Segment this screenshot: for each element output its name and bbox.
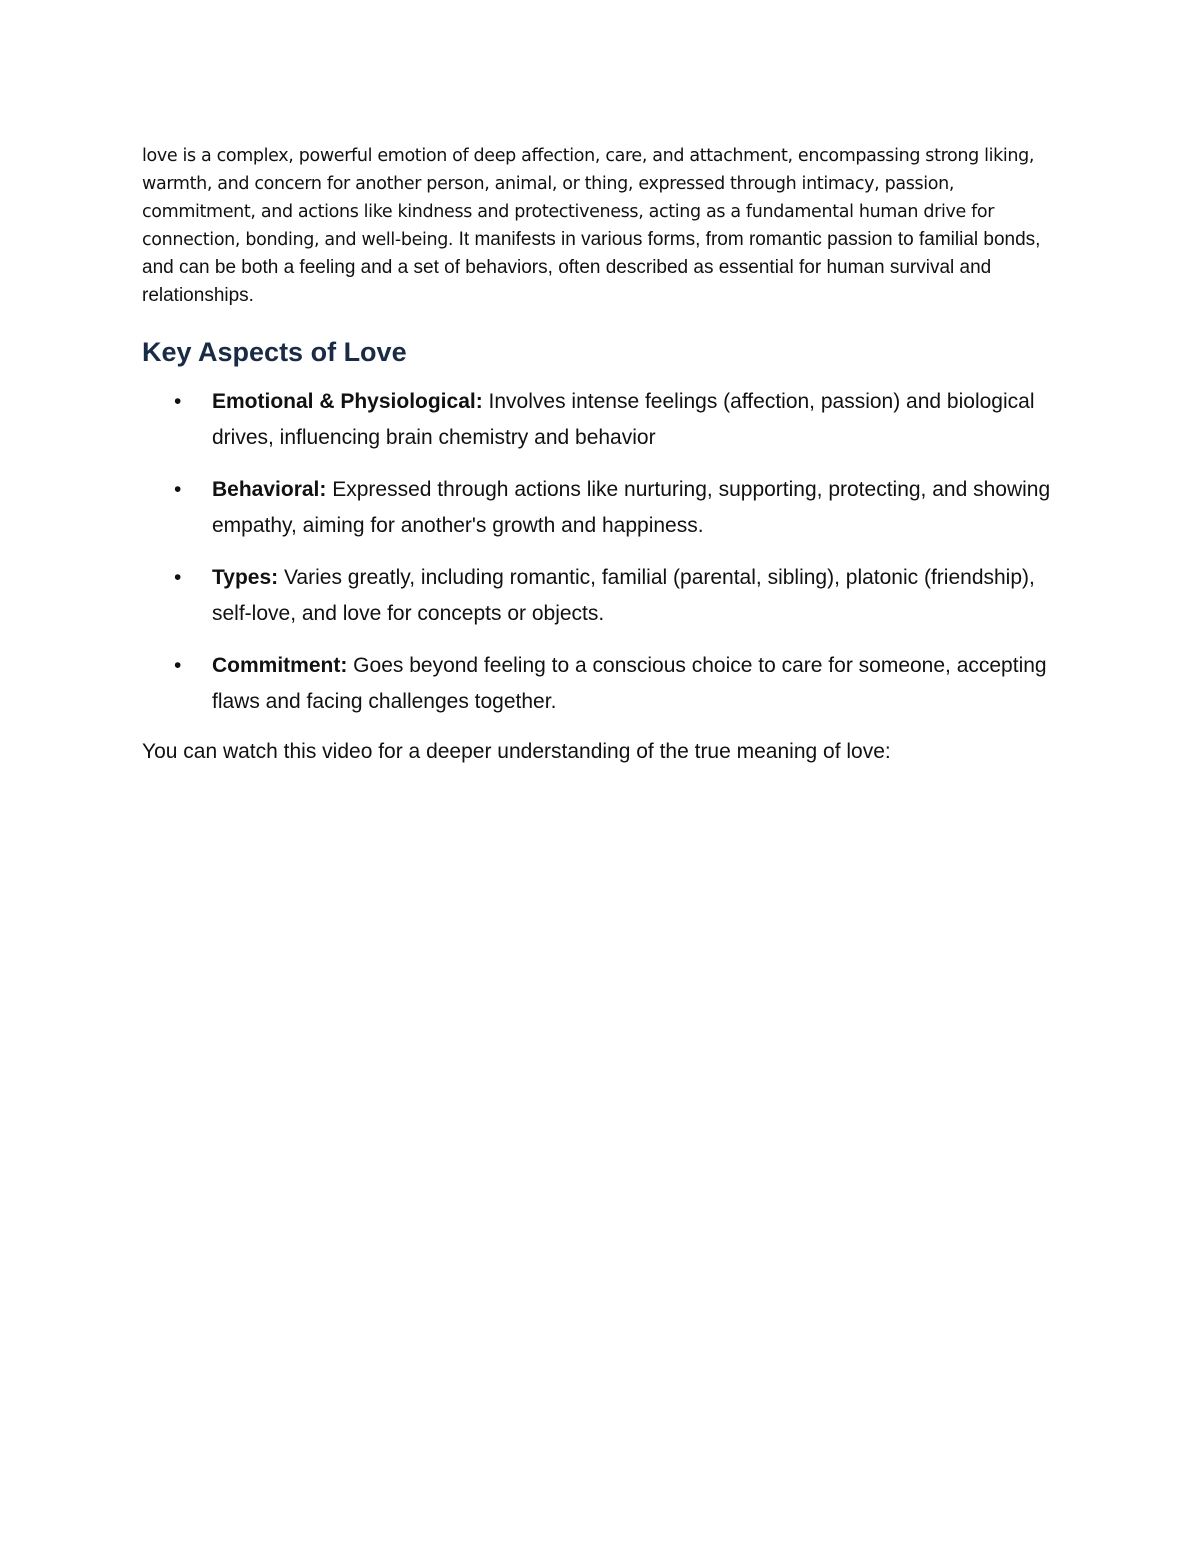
intro-rest-text: . It manifests in various forms, from romantic passion to familial bonds, and can be both a feeling and a set of behaviors, often described as essential for human survival and relationships. — [142, 229, 1041, 306]
aspect-text: Involves intense feelings (affection, passion) and biological drives, influencing brain chemistry and behavior — [212, 390, 1035, 449]
aspect-label: Emotional & Physiological: — [212, 390, 483, 413]
aspect-text: Varies greatly, including romantic, familial (parental, sibling), platonic (friendship), self-love, and love for concepts or objects. — [212, 566, 1035, 625]
section-heading: Key Aspects of Love — [142, 337, 407, 367]
document-content — [142, 142, 1062, 768]
aspect-text: Expressed through actions like nurturing, supporting, protecting, and showing empathy, aiming for another's growth and happiness. — [212, 478, 1051, 537]
bullet-icon: • — [174, 654, 182, 677]
aspect-label: Types: — [212, 566, 279, 589]
bullet-icon: • — [174, 566, 182, 589]
aspect-text: Goes beyond feeling to a conscious choice to care for someone, accepting flaws and facing challenges together. — [212, 654, 1047, 713]
aspect-item-commitment — [142, 648, 1062, 719]
aspect-label: Behavioral: — [212, 478, 327, 501]
aspect-item-behavioral — [142, 472, 1062, 543]
intro-lead-text: love is a complex, powerful emotion of deep affection, care, and attachment, encompassing strong liking, warmth, and concern for another person, animal, or thing, expressed through intimacy, passion, commitment, and actions like kindness and protectiveness, acting as a fundamental human drive for connection, bonding, and well-being — [142, 146, 1035, 250]
aspect-label: Commitment: — [212, 654, 348, 677]
bullet-icon: • — [174, 390, 182, 413]
aspect-item-emotional — [142, 384, 1062, 455]
aspect-item-types — [142, 560, 1062, 631]
closing-paragraph: You can watch this video for a deeper understanding of the true meaning of love: — [142, 740, 891, 763]
intro-paragraph — [142, 142, 1062, 310]
aspects-list — [142, 384, 1062, 719]
bullet-icon: • — [174, 478, 182, 501]
